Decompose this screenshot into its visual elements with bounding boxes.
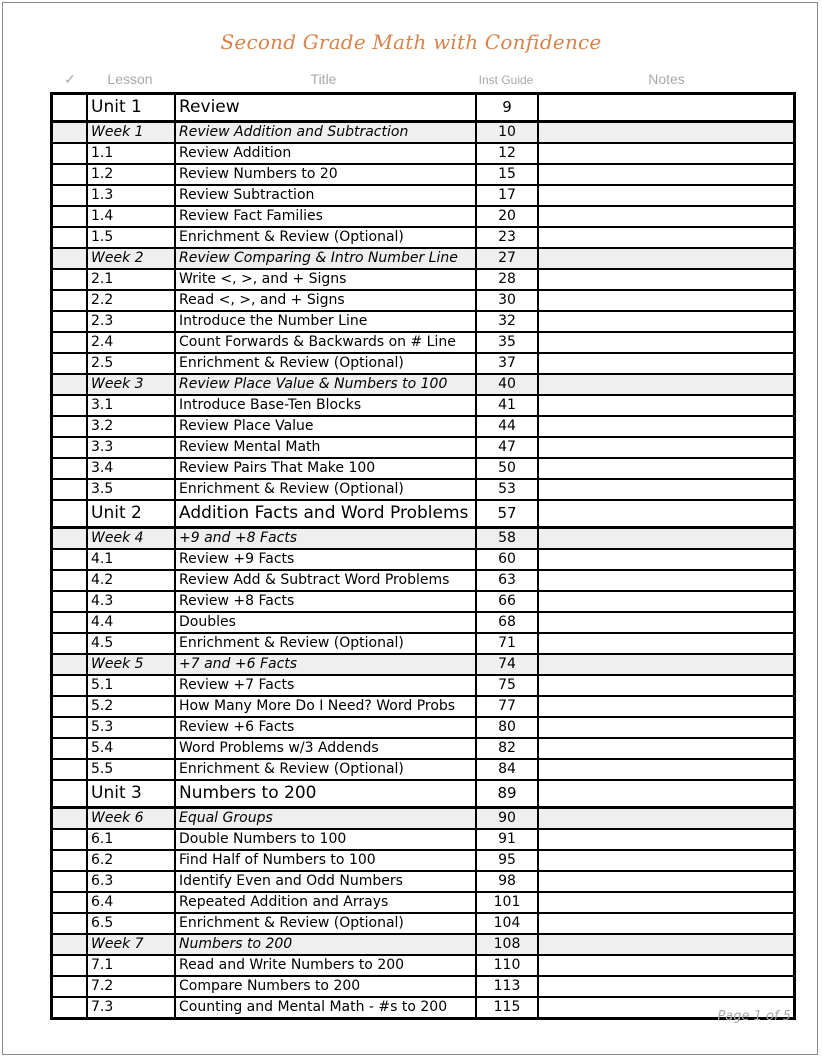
checkbox-cell[interactable] [52, 458, 88, 479]
lesson-cell: Week 5 [87, 654, 175, 675]
checkbox-cell[interactable] [52, 528, 88, 550]
lesson-cell: Week 4 [87, 528, 175, 550]
lesson-cell: 1.2 [87, 164, 175, 185]
checkbox-cell[interactable] [52, 892, 88, 913]
lesson-cell: 6.4 [87, 892, 175, 913]
notes-cell[interactable] [538, 871, 795, 892]
checkbox-cell[interactable] [52, 591, 88, 612]
lesson-cell: 3.4 [87, 458, 175, 479]
checkbox-cell[interactable] [52, 164, 88, 185]
title-cell: Numbers to 200 [175, 780, 476, 808]
checkbox-cell[interactable] [52, 395, 88, 416]
notes-cell[interactable] [538, 591, 795, 612]
unit-row [52, 500, 795, 528]
title-cell: Introduce the Number Line [175, 311, 476, 332]
title-cell: Double Numbers to 100 [175, 829, 476, 850]
lesson-cell: 4.1 [87, 549, 175, 570]
lesson-cell: 2.2 [87, 290, 175, 311]
title-cell: Find Half of Numbers to 100 [175, 850, 476, 871]
title-cell: Word Problems w/3 Addends [175, 738, 476, 759]
lesson-row [52, 458, 795, 479]
notes-cell[interactable] [538, 549, 795, 570]
title-cell: Repeated Addition and Arrays [175, 892, 476, 913]
lesson-row [52, 311, 795, 332]
title-cell: Review Mental Math [175, 437, 476, 458]
inst-guide-page-cell: 110 [476, 955, 538, 976]
inst-guide-page-cell: 9 [476, 94, 538, 122]
checkbox-cell[interactable] [52, 570, 88, 591]
notes-cell[interactable] [538, 738, 795, 759]
week-row [52, 654, 795, 675]
lesson-row [52, 290, 795, 311]
lesson-cell: Week 7 [87, 934, 175, 955]
lesson-cell: 7.1 [87, 955, 175, 976]
lesson-cell: 4.5 [87, 633, 175, 654]
checkbox-cell[interactable] [52, 955, 88, 976]
lesson-row [52, 269, 795, 290]
inst-guide-page-cell: 89 [476, 780, 538, 808]
lesson-row [52, 675, 795, 696]
week-row [52, 528, 795, 550]
inst-guide-page-cell: 58 [476, 528, 538, 550]
lesson-row [52, 871, 795, 892]
inst-guide-page-cell: 74 [476, 654, 538, 675]
title-cell: Review Place Value [175, 416, 476, 437]
unit-row [52, 94, 795, 122]
inst-guide-page-cell: 91 [476, 829, 538, 850]
notes-cell[interactable] [538, 759, 795, 780]
lesson-cell: 5.1 [87, 675, 175, 696]
lesson-cell: 1.4 [87, 206, 175, 227]
lesson-row [52, 759, 795, 780]
lesson-cell: 7.3 [87, 997, 175, 1019]
unit-row [52, 780, 795, 808]
title-cell: Introduce Base-Ten Blocks [175, 395, 476, 416]
title-cell: Review +6 Facts [175, 717, 476, 738]
checkbox-cell[interactable] [52, 332, 88, 353]
notes-cell[interactable] [538, 311, 795, 332]
lesson-cell: 3.3 [87, 437, 175, 458]
lesson-row [52, 997, 795, 1019]
title-cell: Enrichment & Review (Optional) [175, 479, 476, 500]
checkbox-cell[interactable] [52, 437, 88, 458]
inst-guide-page-cell: 40 [476, 374, 538, 395]
checkbox-cell[interactable] [52, 143, 88, 164]
title-cell: Equal Groups [175, 808, 476, 830]
notes-column-header: Notes [648, 71, 685, 87]
lesson-row [52, 416, 795, 437]
checkbox-cell[interactable] [52, 850, 88, 871]
inst-guide-page-cell: 82 [476, 738, 538, 759]
title-cell: Review Fact Families [175, 206, 476, 227]
inst-guide-page-cell: 44 [476, 416, 538, 437]
week-row [52, 248, 795, 269]
lesson-row [52, 353, 795, 374]
notes-cell[interactable] [538, 808, 795, 830]
checkbox-cell[interactable] [52, 808, 88, 830]
column-headers [50, 71, 795, 89]
notes-cell[interactable] [538, 913, 795, 934]
lesson-cell: 2.5 [87, 353, 175, 374]
inst-guide-page-cell: 68 [476, 612, 538, 633]
title-cell: Read and Write Numbers to 200 [175, 955, 476, 976]
title-cell: Enrichment & Review (Optional) [175, 759, 476, 780]
lesson-row [52, 612, 795, 633]
lesson-cell: 6.5 [87, 913, 175, 934]
lesson-row [52, 717, 795, 738]
lesson-row [52, 913, 795, 934]
title-cell: Count Forwards & Backwards on # Line [175, 332, 476, 353]
notes-cell[interactable] [538, 290, 795, 311]
notes-cell[interactable] [538, 185, 795, 206]
checkbox-cell[interactable] [52, 500, 88, 528]
lesson-row [52, 332, 795, 353]
notes-cell[interactable] [538, 269, 795, 290]
inst-guide-page-cell: 50 [476, 458, 538, 479]
notes-cell[interactable] [538, 570, 795, 591]
checkbox-cell[interactable] [52, 374, 88, 395]
inst-guide-page-cell: 71 [476, 633, 538, 654]
lesson-cell: 5.5 [87, 759, 175, 780]
inst-guide-page-cell: 30 [476, 290, 538, 311]
notes-cell[interactable] [538, 633, 795, 654]
lesson-cell: 2.1 [87, 269, 175, 290]
lesson-cell: 6.2 [87, 850, 175, 871]
week-row [52, 934, 795, 955]
title-cell: Counting and Mental Math - #s to 200 [175, 997, 476, 1019]
checkbox-cell[interactable] [52, 353, 88, 374]
notes-cell[interactable] [538, 122, 795, 144]
inst-guide-page-cell: 63 [476, 570, 538, 591]
lesson-cell: 2.4 [87, 332, 175, 353]
checkbox-cell[interactable] [52, 185, 88, 206]
lesson-row [52, 395, 795, 416]
lesson-cell: 5.4 [87, 738, 175, 759]
checkbox-cell[interactable] [52, 122, 88, 144]
lesson-cell: Unit 1 [87, 94, 175, 122]
lesson-row [52, 955, 795, 976]
lesson-cell: Week 6 [87, 808, 175, 830]
inst-guide-page-cell: 104 [476, 913, 538, 934]
lesson-row [52, 829, 795, 850]
title-cell: Addition Facts and Word Problems [175, 500, 476, 528]
checkbox-cell[interactable] [52, 612, 88, 633]
title-cell: Review Add & Subtract Word Problems [175, 570, 476, 591]
inst-guide-page-cell: 84 [476, 759, 538, 780]
checkbox-cell[interactable] [52, 696, 88, 717]
notes-cell[interactable] [538, 696, 795, 717]
title-cell: Review +7 Facts [175, 675, 476, 696]
title-cell: Review Addition [175, 143, 476, 164]
inst-guide-page-cell: 60 [476, 549, 538, 570]
inst-guide-page-cell: 15 [476, 164, 538, 185]
notes-cell[interactable] [538, 654, 795, 675]
lesson-cell: 6.3 [87, 871, 175, 892]
notes-cell[interactable] [538, 717, 795, 738]
inst-guide-page-cell: 57 [476, 500, 538, 528]
inst-guide-page-cell: 32 [476, 311, 538, 332]
inst-guide-page-cell: 20 [476, 206, 538, 227]
title-cell: Doubles [175, 612, 476, 633]
lesson-cell: 4.2 [87, 570, 175, 591]
inst-guide-page-cell: 115 [476, 997, 538, 1019]
title-cell: Read <, >, and + Signs [175, 290, 476, 311]
title-cell: Identify Even and Odd Numbers [175, 871, 476, 892]
lesson-cell: 6.1 [87, 829, 175, 850]
notes-cell[interactable] [538, 528, 795, 550]
notes-cell[interactable] [538, 227, 795, 248]
notes-cell[interactable] [538, 780, 795, 808]
week-row [52, 374, 795, 395]
inst-guide-page-cell: 41 [476, 395, 538, 416]
inst-guide-page-cell: 27 [476, 248, 538, 269]
checkbox-cell[interactable] [52, 227, 88, 248]
lesson-row [52, 143, 795, 164]
title-cell: Enrichment & Review (Optional) [175, 227, 476, 248]
notes-cell[interactable] [538, 829, 795, 850]
title-cell: Enrichment & Review (Optional) [175, 353, 476, 374]
title-column-header: Title [310, 71, 337, 87]
week-row [52, 808, 795, 830]
inst-guide-page-cell: 66 [476, 591, 538, 612]
check-column-icon: ✓ [64, 71, 76, 87]
lesson-cell: 3.1 [87, 395, 175, 416]
inst-guide-page-cell: 28 [476, 269, 538, 290]
checkbox-cell[interactable] [52, 633, 88, 654]
week-row [52, 122, 795, 144]
lesson-cell: Week 2 [87, 248, 175, 269]
inst-guide-page-cell: 113 [476, 976, 538, 997]
notes-cell[interactable] [538, 612, 795, 633]
inst-guide-page-cell: 35 [476, 332, 538, 353]
notes-cell[interactable] [538, 353, 795, 374]
checkbox-cell[interactable] [52, 549, 88, 570]
lesson-row [52, 549, 795, 570]
title-cell: Review [175, 94, 476, 122]
lesson-row [52, 437, 795, 458]
checkbox-cell[interactable] [52, 759, 88, 780]
notes-cell[interactable] [538, 143, 795, 164]
checkbox-cell[interactable] [52, 311, 88, 332]
checkbox-cell[interactable] [52, 479, 88, 500]
inst-guide-page-cell: 47 [476, 437, 538, 458]
lesson-cell: 5.3 [87, 717, 175, 738]
lesson-column-header: Lesson [107, 71, 153, 87]
lesson-cell: 5.2 [87, 696, 175, 717]
notes-cell[interactable] [538, 479, 795, 500]
lesson-row [52, 185, 795, 206]
notes-cell[interactable] [538, 934, 795, 955]
inst-guide-page-cell: 37 [476, 353, 538, 374]
lesson-row [52, 850, 795, 871]
notes-cell[interactable] [538, 955, 795, 976]
checkbox-cell[interactable] [52, 290, 88, 311]
lesson-row [52, 591, 795, 612]
checkbox-cell[interactable] [52, 206, 88, 227]
inst-guide-page-cell: 101 [476, 892, 538, 913]
checkbox-cell[interactable] [52, 829, 88, 850]
notes-cell[interactable] [538, 500, 795, 528]
inst-guide-page-cell: 23 [476, 227, 538, 248]
title-cell: Review Place Value & Numbers to 100 [175, 374, 476, 395]
inst-guide-page-cell: 77 [476, 696, 538, 717]
notes-cell[interactable] [538, 416, 795, 437]
title-cell: Enrichment & Review (Optional) [175, 633, 476, 654]
title-cell: Review Comparing & Intro Number Line [175, 248, 476, 269]
notes-cell[interactable] [538, 675, 795, 696]
checkbox-cell[interactable] [52, 675, 88, 696]
title-cell: Write <, >, and + Signs [175, 269, 476, 290]
title-cell: +9 and +8 Facts [175, 528, 476, 550]
lesson-cell: 3.5 [87, 479, 175, 500]
checkbox-cell[interactable] [52, 269, 88, 290]
inst-guide-page-cell: 80 [476, 717, 538, 738]
title-cell: Review +8 Facts [175, 591, 476, 612]
lesson-cell: 2.3 [87, 311, 175, 332]
checkbox-cell[interactable] [52, 871, 88, 892]
checkbox-cell[interactable] [52, 913, 88, 934]
title-cell: Enrichment & Review (Optional) [175, 913, 476, 934]
inst-guide-page-cell: 53 [476, 479, 538, 500]
checkbox-cell[interactable] [52, 654, 88, 675]
inst-guide-page-cell: 75 [476, 675, 538, 696]
notes-cell[interactable] [538, 94, 795, 122]
notes-cell[interactable] [538, 850, 795, 871]
title-cell: Review Pairs That Make 100 [175, 458, 476, 479]
notes-cell[interactable] [538, 395, 795, 416]
lesson-row [52, 227, 795, 248]
page-number: Page 1 of 5 [717, 1009, 791, 1024]
checkbox-cell[interactable] [52, 934, 88, 955]
lesson-row [52, 633, 795, 654]
lesson-cell: Unit 3 [87, 780, 175, 808]
title-cell: Numbers to 200 [175, 934, 476, 955]
lesson-table [50, 92, 796, 1020]
title-cell: How Many More Do I Need? Word Probs [175, 696, 476, 717]
lesson-cell: 1.5 [87, 227, 175, 248]
checkbox-cell[interactable] [52, 976, 88, 997]
notes-cell[interactable] [538, 248, 795, 269]
document-title: Second Grade Math with Confidence [220, 30, 602, 54]
notes-cell[interactable] [538, 892, 795, 913]
inst-guide-page-cell: 95 [476, 850, 538, 871]
lesson-row [52, 892, 795, 913]
title-cell: Review Subtraction [175, 185, 476, 206]
notes-cell[interactable] [538, 976, 795, 997]
title-cell: +7 and +6 Facts [175, 654, 476, 675]
checkbox-cell[interactable] [52, 94, 88, 122]
checkbox-cell[interactable] [52, 717, 88, 738]
checkbox-cell[interactable] [52, 997, 88, 1019]
lesson-cell: 1.3 [87, 185, 175, 206]
notes-cell[interactable] [538, 332, 795, 353]
notes-cell[interactable] [538, 437, 795, 458]
lesson-row [52, 206, 795, 227]
lesson-row [52, 164, 795, 185]
lesson-row [52, 479, 795, 500]
notes-cell[interactable] [538, 164, 795, 185]
title-cell: Compare Numbers to 200 [175, 976, 476, 997]
lesson-cell: Unit 2 [87, 500, 175, 528]
inst-guide-page-cell: 108 [476, 934, 538, 955]
lesson-cell: Week 3 [87, 374, 175, 395]
notes-cell[interactable] [538, 374, 795, 395]
title-cell: Review +9 Facts [175, 549, 476, 570]
inst-guide-page-cell: 10 [476, 122, 538, 144]
lesson-row [52, 976, 795, 997]
checkbox-cell[interactable] [52, 738, 88, 759]
inst-guide-page-cell: 98 [476, 871, 538, 892]
lesson-row [52, 696, 795, 717]
lesson-cell: Week 1 [87, 122, 175, 144]
title-cell: Review Numbers to 20 [175, 164, 476, 185]
inst-guide-column-header: Inst Guide [478, 73, 534, 87]
lesson-cell: 3.2 [87, 416, 175, 437]
title-cell: Review Addition and Subtraction [175, 122, 476, 144]
lesson-row [52, 570, 795, 591]
notes-cell[interactable] [538, 458, 795, 479]
lesson-cell: 7.2 [87, 976, 175, 997]
checkbox-cell[interactable] [52, 416, 88, 437]
inst-guide-page-cell: 90 [476, 808, 538, 830]
inst-guide-page-cell: 12 [476, 143, 538, 164]
notes-cell[interactable] [538, 206, 795, 227]
lesson-cell: 4.3 [87, 591, 175, 612]
checkbox-cell[interactable] [52, 248, 88, 269]
inst-guide-page-cell: 17 [476, 185, 538, 206]
lesson-cell: 1.1 [87, 143, 175, 164]
checkbox-cell[interactable] [52, 780, 88, 808]
lesson-row [52, 738, 795, 759]
lesson-cell: 4.4 [87, 612, 175, 633]
